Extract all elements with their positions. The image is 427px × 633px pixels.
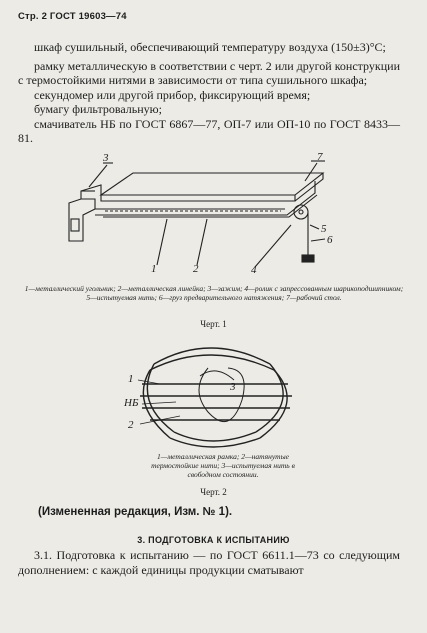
clamp-shape (69, 199, 95, 241)
edition-note: (Измененная редакция, Изм. № 1). (38, 506, 233, 518)
list-item: секундомер или другой прибор, фиксирующий время; (34, 87, 311, 102)
figure1-label-7: 7 (317, 151, 323, 163)
figure1-label-5: 5 (321, 223, 327, 235)
figure2-title: Черт. 2 (200, 487, 227, 497)
figure1-label-1: 1 (151, 263, 157, 275)
figure2-label-1: 1 (128, 373, 134, 385)
figure2-label-2: 2 (128, 419, 134, 431)
equipment-list (18, 40, 400, 146)
figure1-label-4: 4 (251, 264, 257, 276)
list-item: смачиватель НБ по ГОСТ 6867—77, ОП-7 или ОП-10 по ГОСТ 8433—81. (18, 116, 400, 145)
figure1-drawing (55, 151, 355, 276)
table-top (101, 173, 323, 195)
figure2-label-nb: НБ (124, 397, 139, 409)
section-paragraph: 3.1. Подготовка к испытанию — по ГОСТ 6611.1—73 со следующим дополнением: с каждой единицы продукции сматывают (18, 548, 400, 577)
figure1-label-6: 6 (327, 234, 333, 246)
figure1-label-3: 3 (103, 152, 109, 164)
section-body (18, 548, 400, 578)
weight-shape (302, 255, 314, 262)
list-item: шкаф сушильный, обеспечивающий температуру воздуха (150±3)°С; (34, 40, 386, 54)
page-header: Стр. 2 ГОСТ 19603—74 (18, 11, 127, 22)
figure2-label-3: 3 (230, 381, 236, 393)
figure2-caption: 1—металлическая рамка; 2—натянутые термостойкие нити; 3—испытуемая нить в свободном состоянии. (151, 452, 295, 479)
figure1-title: Черт. 1 (200, 319, 227, 329)
figure2-drawing (120, 340, 310, 445)
figure1-caption: 1—металлический угольник; 2—металлическая линейка; 3—зажим; 4—ролик с запрессованным шарикоподшипником; 5—испытуемая нить; 6—груз предварительного натяжения; 7—рабочий стол. (24, 284, 404, 302)
figure1-label-2: 2 (193, 263, 199, 275)
section-title: 3. ПОДГОТОВКА К ИСПЫТАНИЮ (137, 535, 290, 545)
list-item: рамку металлическую в соответствии с черт. 2 или другой конструкции с термостойкими нитями в зависимости от типа сушильного шкафа; (18, 58, 400, 87)
list-item: бумагу фильтровальную; (34, 102, 162, 116)
